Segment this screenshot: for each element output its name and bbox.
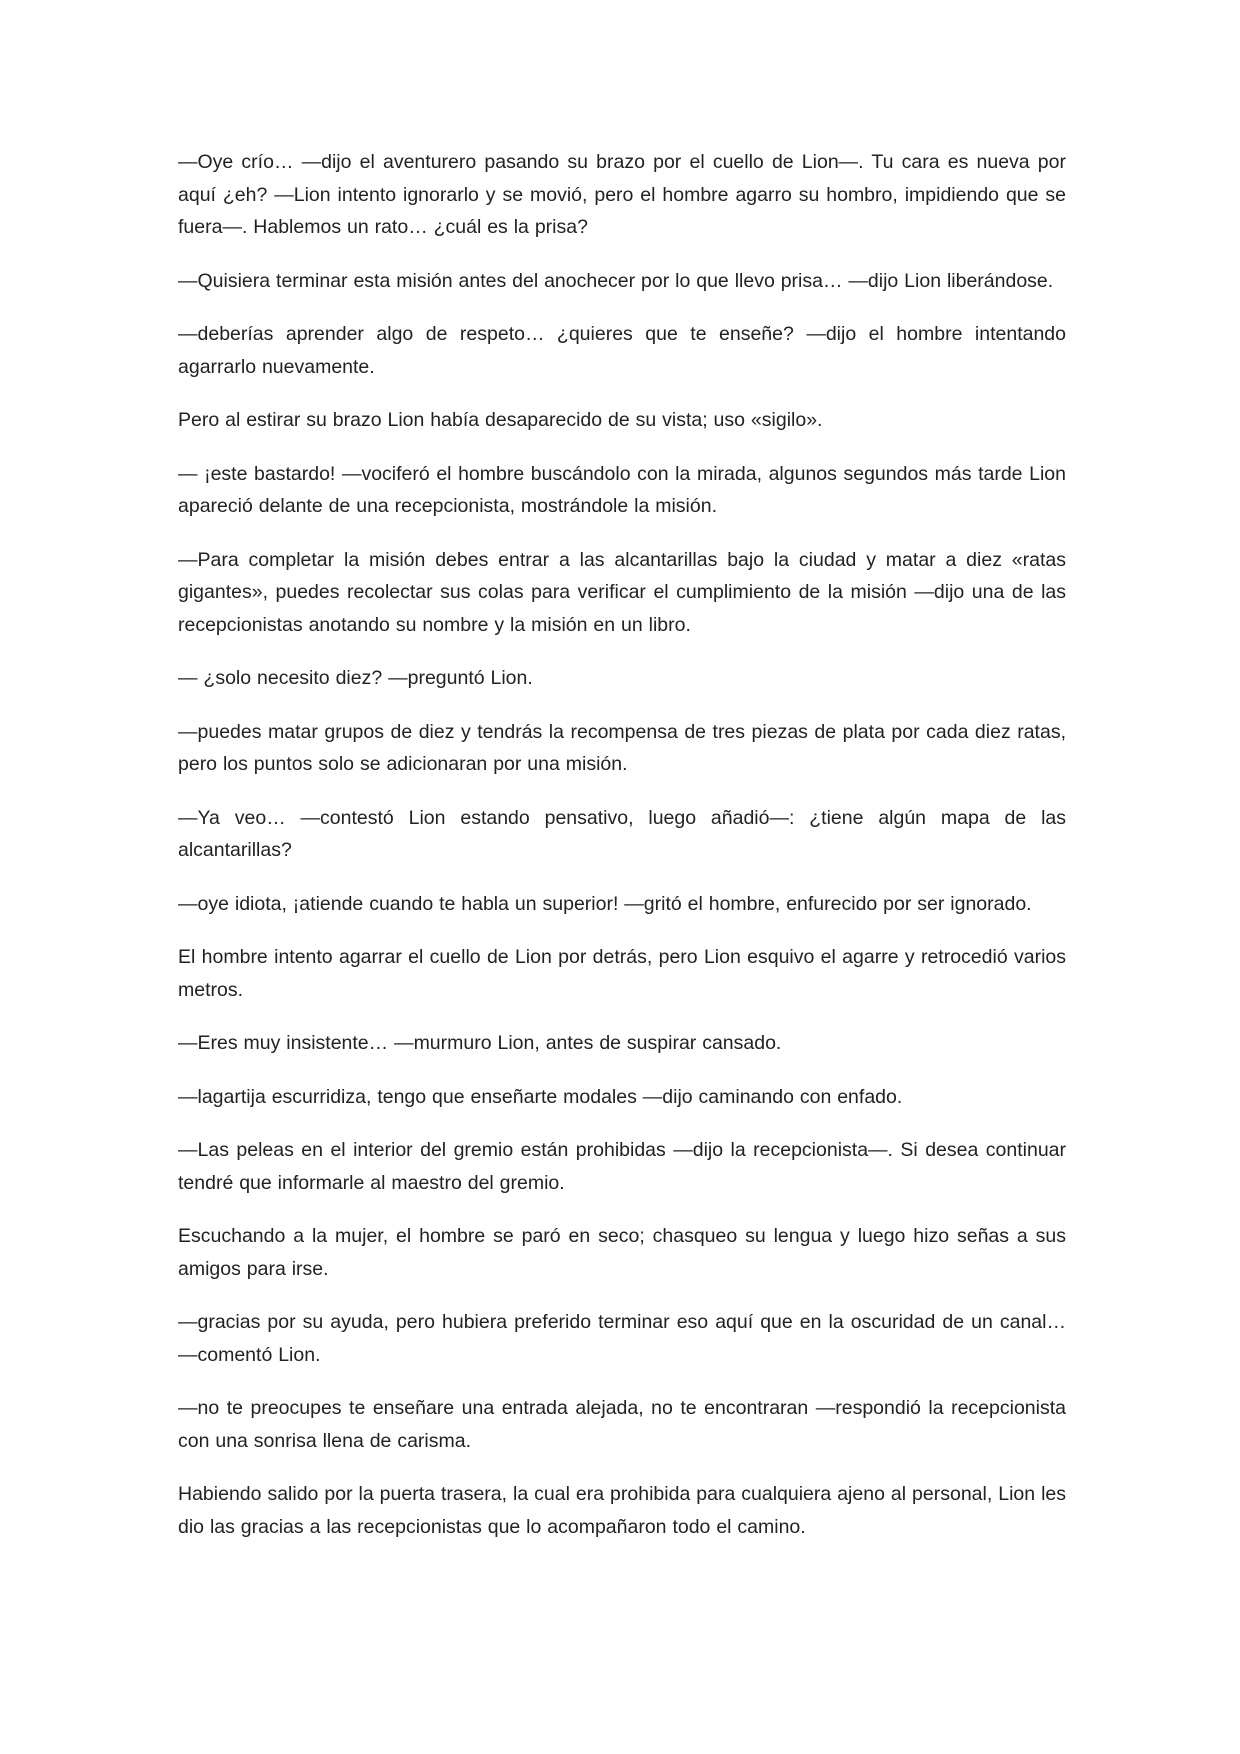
paragraph: —Eres muy insistente… —murmuro Lion, antes de suspirar cansado. <box>178 1032 782 1054</box>
paragraph: —Para completar la misión debes entrar a las alcantarillas bajo la ciudad y matar a diez «ratas gigantes», puedes recolectar sus colas para verificar el cumplimiento de la misión —dijo una de las recepcionistas anotando su nombre y la misión en un libro. <box>178 548 1066 636</box>
paragraph: —lagartija escurridiza, tengo que enseñarte modales —dijo caminando con enfado. <box>178 1085 903 1108</box>
paragraph: Pero al estirar su brazo Lion había desaparecido de su vista; uso «sigilo». <box>178 409 823 431</box>
document-body <box>178 146 1066 1564</box>
paragraph: —Ya veo… —contestó Lion estando pensativo, luego añadió—: ¿tiene algún mapa de las alcantarillas? <box>178 806 1066 861</box>
paragraph: — ¡este bastardo! —vociferó el hombre buscándolo con la mirada, algunos segundos más tarde Lion apareció delante de una recepcionista, mostrándole la misión. <box>178 462 1066 517</box>
paragraph: —Las peleas en el interior del gremio están prohibidas —dijo la recepcionista—. Si desea continuar tendré que informarle al maestro del gremio. <box>178 1139 1066 1194</box>
paragraph: —puedes matar grupos de diez y tendrás la recompensa de tres piezas de plata por cada diez ratas, pero los puntos solo se adicionaran por una misión. <box>178 720 1066 775</box>
paragraph: —gracias por su ayuda, pero hubiera preferido terminar eso aquí que en la oscuridad de un canal… —comentó Lion. <box>178 1311 1066 1366</box>
paragraph: — ¿solo necesito diez? —preguntó Lion. <box>178 667 533 689</box>
paragraph: Habiendo salido por la puerta trasera, la cual era prohibida para cualquiera ajeno al personal, Lion les dio las gracias a las recepcionistas que lo acompañaron todo el camino. <box>178 1483 1066 1538</box>
paragraph: —no te preocupes te enseñare una entrada alejada, no te encontraran —respondió la recepcionista con una sonrisa llena de carisma. <box>178 1397 1066 1452</box>
paragraph: —Oye crío… —dijo el aventurero pasando su brazo por el cuello de Lion—. Tu cara es nueva por aquí ¿eh? —Lion intento ignorarlo y se movió, pero el hombre agarro su hombro, impidiendo que se fuera—. Hablemos un rato… ¿cuál es la prisa? <box>178 151 1066 238</box>
paragraph: Escuchando a la mujer, el hombre se paró en seco; chasqueo su lengua y luego hizo señas a sus amigos para irse. <box>178 1225 1066 1280</box>
paragraph: —deberías aprender algo de respeto… ¿quieres que te enseñe? —dijo el hombre intentando agarrarlo nuevamente. <box>178 323 1066 378</box>
paragraph: —Quisiera terminar esta misión antes del anochecer por lo que llevo prisa… —dijo Lion liberándose. <box>178 269 1054 292</box>
paragraph: El hombre intento agarrar el cuello de Lion por detrás, pero Lion esquivo el agarre y retrocedió varios metros. <box>178 946 1066 1001</box>
paragraph: —oye idiota, ¡atiende cuando te habla un superior! —gritó el hombre, enfurecido por ser ignorado. <box>178 892 1032 915</box>
